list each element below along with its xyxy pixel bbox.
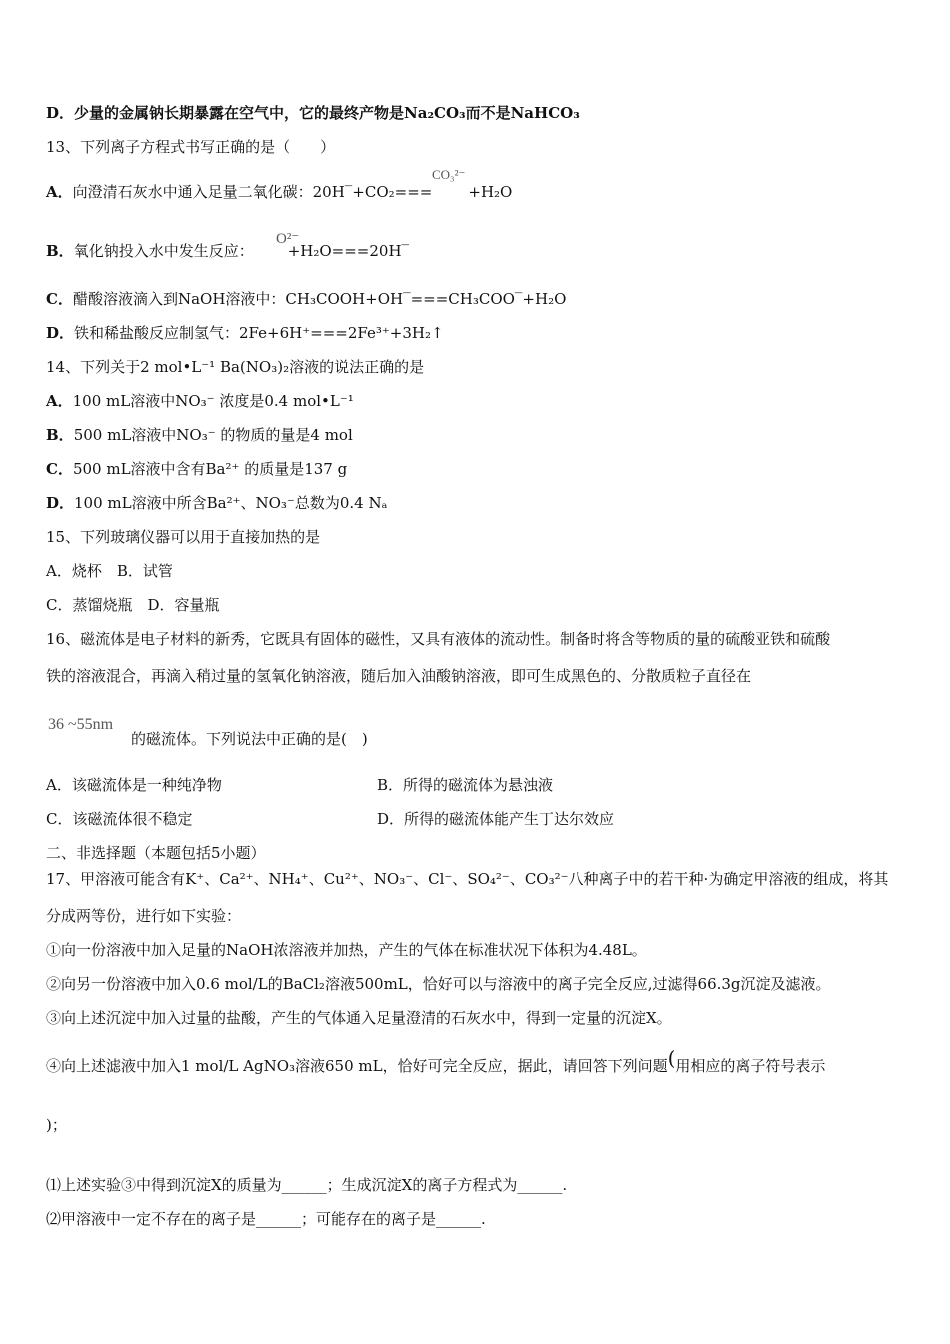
q13-option-c: C．醋酸溶液滴入到NaOH溶液中：CH₃COOH+OH‾===CH₃COO‾+H₂O (46, 290, 567, 308)
particle-size-range: 36 ~55nm (48, 716, 114, 733)
q16-option-b: B．所得的磁流体为悬浊液 (377, 776, 554, 794)
q14-option-c: C．500 mL溶液中含有Ba²⁺ 的质量是137 g (46, 460, 348, 478)
q17-step1: ①向一份溶液中加入足量的NaOH浓溶液并加热，产生的气体在标准状况下体积为4.48L。 (46, 941, 647, 959)
q17-stem-line2: 分成两等份，进行如下实验： (46, 907, 242, 925)
carbonate-formula-image: CO₃²⁻ (432, 167, 466, 182)
q13-option-b: B．氧化钠投入水中发生反应： +H₂O===20H‾ (46, 242, 410, 260)
section-two-title: 二、非选择题（本题包括5小题） (46, 844, 266, 862)
q14-stem: 14、下列关于2 mol•L⁻¹ Ba(NO₃)₂溶液的说法正确的是 (46, 358, 425, 376)
q16-stem-line1: 16、磁流体是电子材料的新秀，它既具有固体的磁性，又具有液体的流动性。制备时将含等物质的量的硫酸亚铁和硫酸 (46, 630, 831, 648)
q13-stem: 13、下列离子方程式书写正确的是（ ） (46, 138, 336, 156)
q12-option-d: D．少量的金属钠长期暴露在空气中，它的最终产物是Na₂CO₃而不是NaHCO₃ (46, 104, 580, 122)
q15-options-row2: C．蒸馏烧瓶 D．容量瓶 (46, 596, 220, 614)
q17-step4-close: )； (46, 1116, 67, 1134)
q14-option-d: D．100 mL溶液中所含Ba²⁺、NO₃⁻总数为0.4 Nₐ (46, 494, 388, 512)
q17-step3: ③向上述沉淀中加入过量的盐酸，产生的气体通入足量澄清的石灰水中，得到一定量的沉淀X。 (46, 1009, 672, 1027)
q17-subquestion-1: ⑴上述实验③中得到沉淀X的质量为______；生成沉淀X的离子方程式为______. (46, 1176, 568, 1194)
q16-option-d: D．所得的磁流体能产生丁达尔效应 (377, 810, 615, 828)
q16-stem-line2: 铁的溶液混合，再滴入稍过量的氢氧化钠溶液，随后加入油酸钠溶液，即可生成黑色的、分散质粒子直径在 (46, 667, 752, 685)
q17-step2: ②向另一份溶液中加入0.6 mol/L的BaCl₂溶液500mL，恰好可以与溶液中的离子完全反应,过滤得66.3g沉淀及滤液。 (46, 975, 831, 993)
q15-options-row1: A．烧杯 B．试管 (46, 562, 173, 580)
q14-option-b: B．500 mL溶液中NO₃⁻ 的物质的量是4 mol (46, 426, 353, 444)
q17-step4: ④向上述滤液中加入1 mol/L AgNO₃溶液650 mL，恰好可完全反应，据此，请回答下列问题(用相应的离子符号表示 (46, 1046, 826, 1075)
oxide-ion-formula-image: O²⁻ (276, 231, 300, 247)
q17-subquestion-2: ⑵甲溶液中一定不存在的离子是______；可能存在的离子是______. (46, 1210, 486, 1228)
q13-option-a: A．向澄清石灰水中通入足量二氧化碳：20H‾+CO₂=== +H₂O (46, 183, 513, 201)
q16-stem-line3: 的磁流体。下列说法中正确的是( ) (131, 730, 368, 748)
q15-stem: 15、下列玻璃仪器可以用于直接加热的是 (46, 528, 321, 546)
q14-option-a: A．100 mL溶液中NO₃⁻ 浓度是0.4 mol•L⁻¹ (46, 392, 354, 410)
q16-option-c: C．该磁流体很不稳定 (46, 810, 193, 828)
q16-option-a: A．该磁流体是一种纯净物 (46, 776, 222, 794)
q13-option-d: D．铁和稀盐酸反应制氢气：2Fe+6H⁺===2Fe³⁺+3H₂↑ (46, 324, 444, 342)
q17-stem-line1: 17、甲溶液可能含有K⁺、Ca²⁺、NH₄⁺、Cu²⁺、NO₃⁻、Cl⁻、SO₄²⁻、CO₃²⁻八种离子中的若干种·为确定甲溶液的组成，将其 (46, 870, 889, 888)
